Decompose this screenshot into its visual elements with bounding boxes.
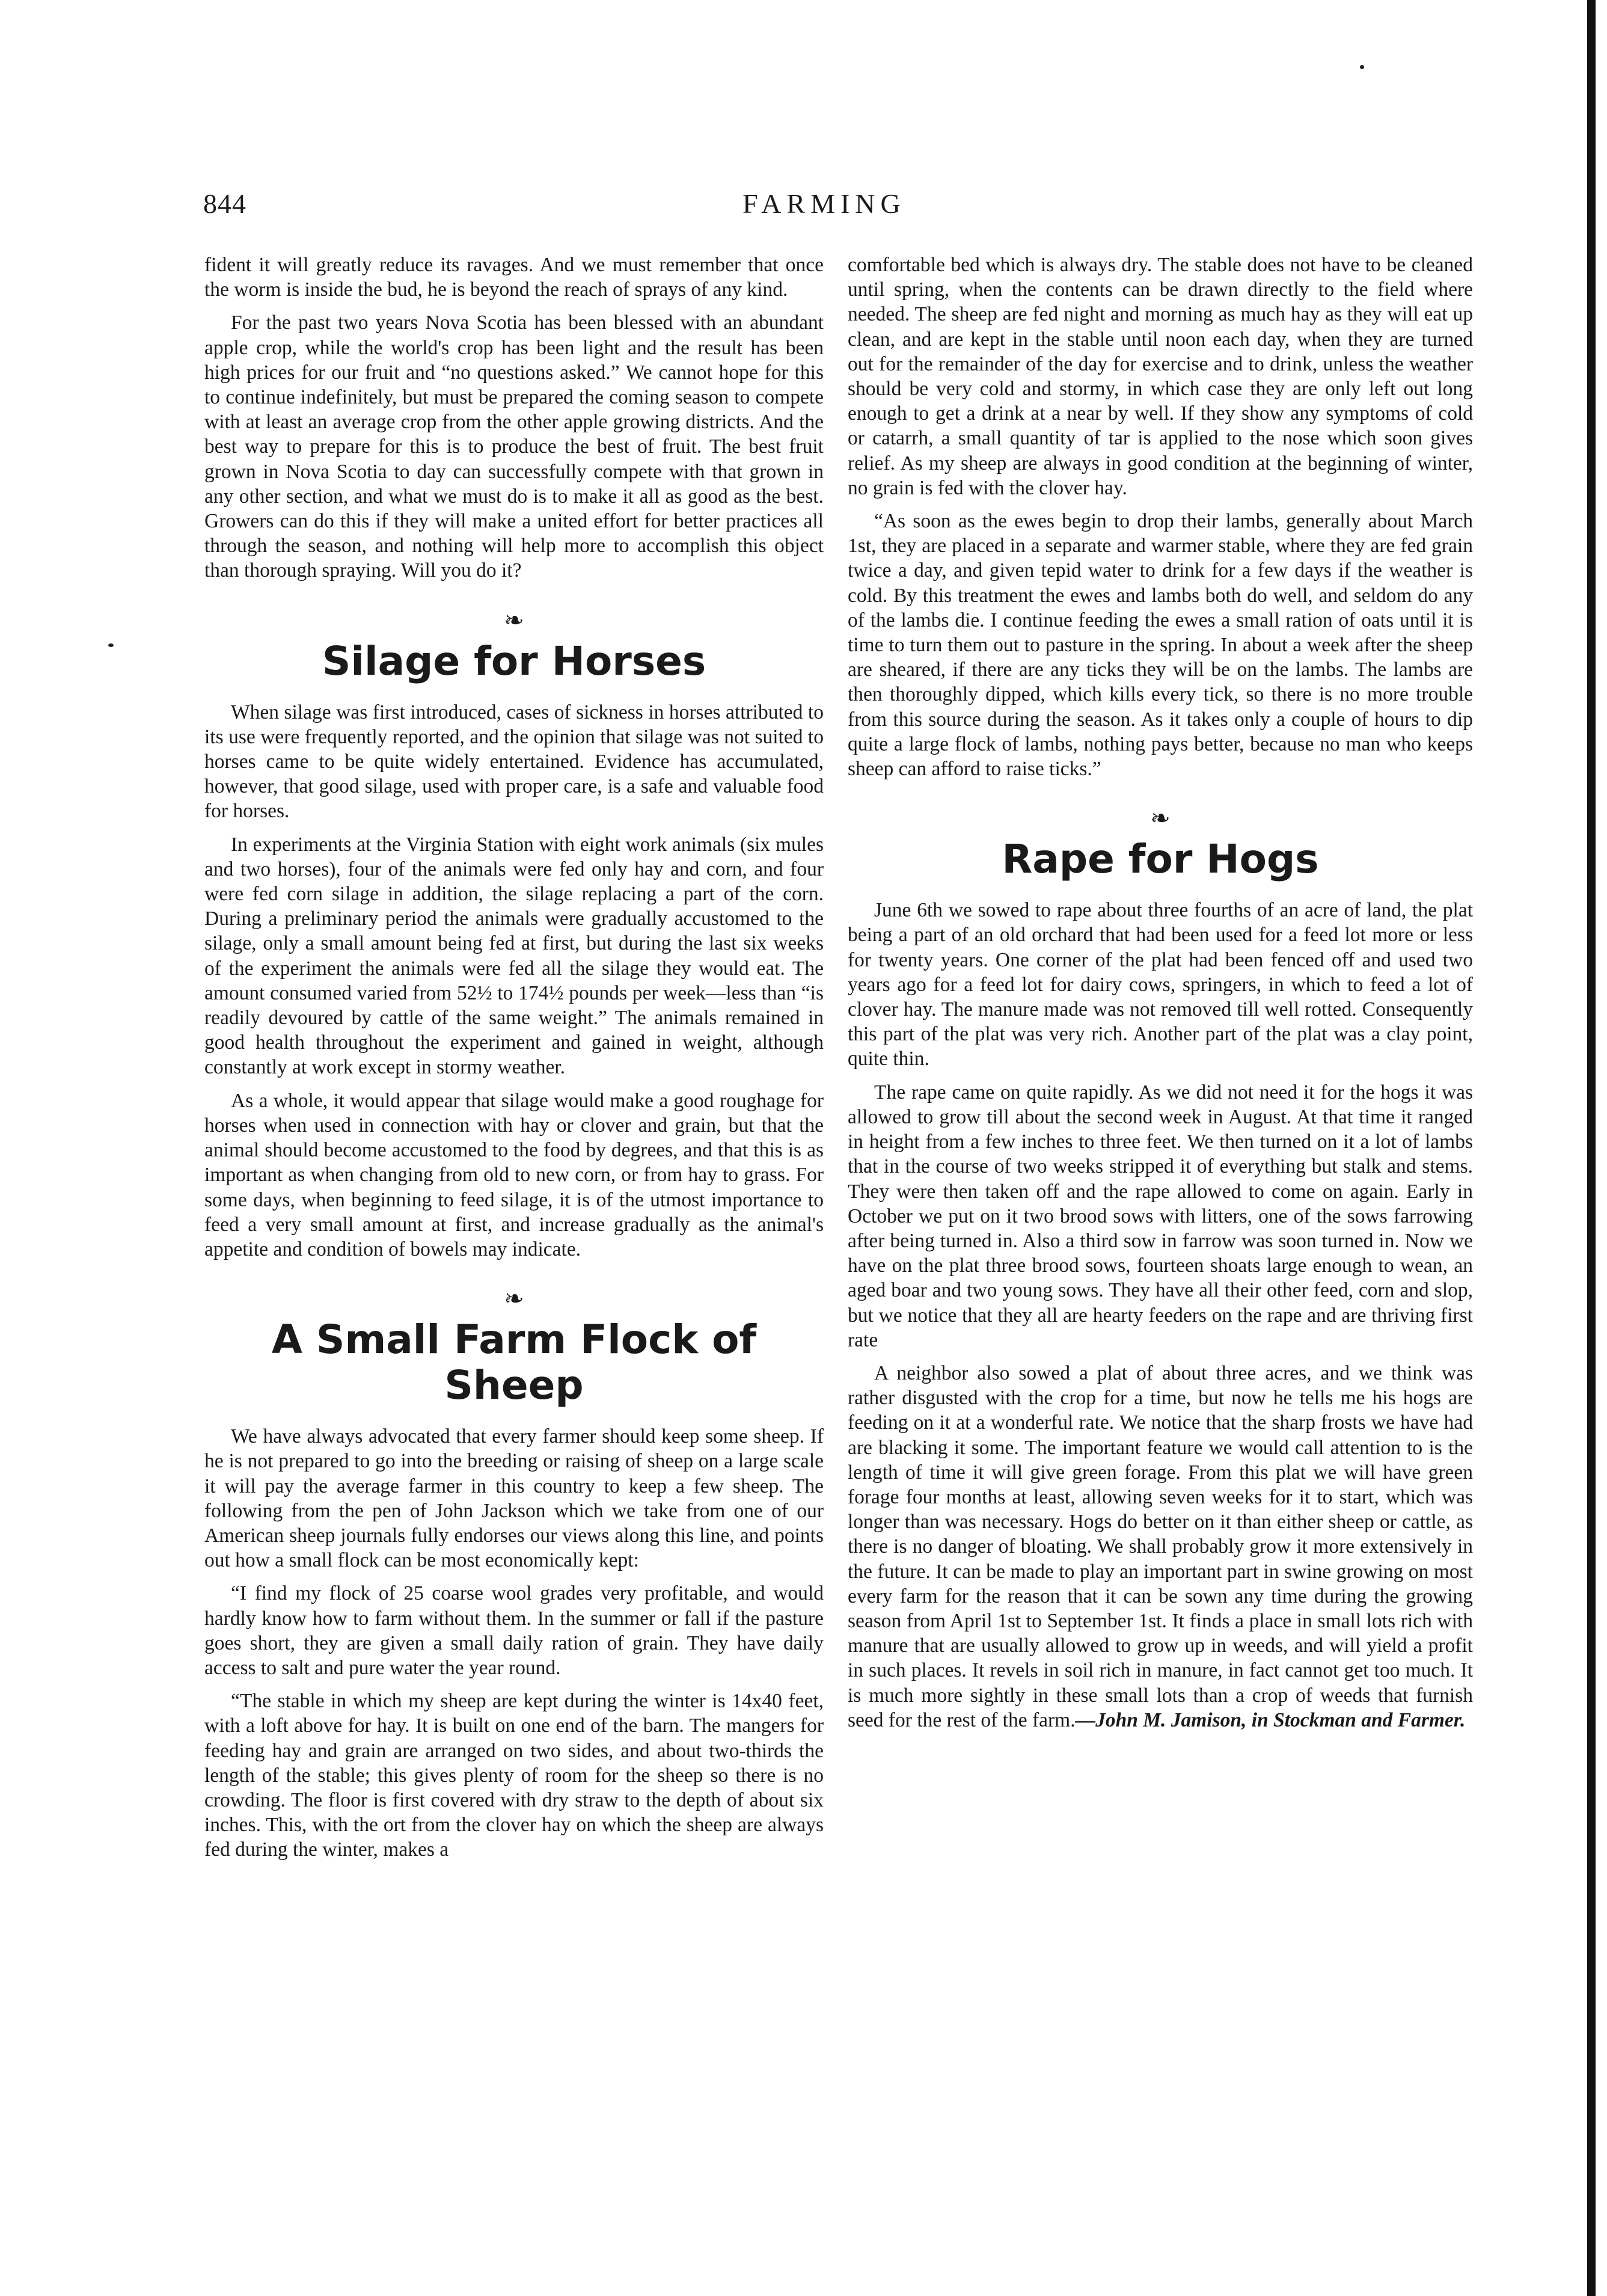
rape-paragraph-2: The rape came on quite rapidly. As we did not need it for the hogs it was allowed to grow till about the second week in August. At that time it ranged in height from a few inches to three feet. We then turned on it a lot of lambs that in the course of two weeks stripped it of everything but stalk and stems. They were then taken off and the rape allowed to come on again. Early in October we put on it two brood sows with litters, one of the sows farrowing after being turned in. Also a third sow in farrow was soon turned in. Now we have on the plat three brood sows, fourteen shoats large enough to wean, an aged boar and two young sows. They have all their other feed, corn and slop, but we notice that they all are hearty feeders on the rape and are thriving first rate <box>848 1081 1473 1351</box>
ornament-icon: ❧ <box>1150 805 1171 832</box>
silage-heading: Silage for Horses <box>322 637 706 684</box>
sheep-heading: A Small Farm Flock of Sheep <box>271 1316 757 1409</box>
scan-edge-rule <box>1587 0 1596 2296</box>
ornament-icon: ❧ <box>504 1285 524 1313</box>
silage-paragraph-1: When silage was first introduced, cases of sickness in horses attributed to its use were frequently reported, and the opinion that silage was not suited to horses came to be quite widely entertained. Evidence has accumulated, however, that good silage, used with proper care, is a safe and valuable food for horses. <box>204 701 824 823</box>
apple-crop-paragraph: For the past two years Nova Scotia has been blessed with an abundant apple crop, while the world's crop has been light and the result has been high prices for our fruit and “no questions asked.” We cannot hope for this to continue indefinitely, but must be prepared the coming season to compete with at least an average crop from the other apple growing districts. And the best way to prepare for this is to produce the best of fruit. The best fruit grown in Nova Scotia to day can successfully compete with that grown in any other section, and what we must do is to make it all as good as the best. Growers can do this if they will make a united effort for better practices all through the season, and nothing will help more to accomplish this object than thorough spraying. Will you do it? <box>204 312 824 582</box>
scan-speck <box>1360 65 1364 69</box>
ewes-paragraph: “As soon as the ewes begin to drop their lambs, generally about March 1st, they are placed in a separate and warmer stable, where they are fed grain twice a day, and given tepid water to drink for a few days if the weather is cold. By this treatment the ewes and lambs both do well, and seldom do any of the lambs die. I continue feeding the ewes a small ration of oats until it is time to turn them out to pasture in the spring. In about a week after the sheep are sheared, if there are any ticks they will be on the lambs. The lambs are then thoroughly dipped, which kills every tick, so there is no more trouble from this source during the season. As it takes only a couple of hours to dip quite a large flock of lambs, nothing pays better, because no man who keeps sheep can afford to raise ticks.” <box>848 510 1473 781</box>
sheep-continuation-paragraph: comfortable bed which is always dry. The stable does not have to be cleaned until spring, when the contents can be drawn directly to the field where needed. The sheep are fed night and morning as much hay as they will eat up clean, and are kept in the stable until noon each day, when they are turned out for the remainder of the day for exercise and to drink, unless the weather should be very cold and stormy, in which case they are only left out long enough to get a drink at a near by well. If they show any symptoms of cold or catarrh, a small quantity of tar is applied to the nose which soon gives relief. As my sheep are always in good condition at the beginning of winter, no grain is fed with the clover hay. <box>848 254 1473 499</box>
sheep-paragraph-2: “I find my flock of 25 coarse wool grades very profitable, and would hardly know how to farm without them. In the summer or fall if the pasture goes short, they are given a small daily ration of grain. They have daily access to salt and pure water the year round. <box>204 1582 824 1679</box>
rape-heading: Rape for Hogs <box>1002 836 1319 883</box>
right-column <box>848 253 1473 1741</box>
article-continuation-paragraph: fident it will greatly reduce its ravages. And we must remember that once the worm is inside the bud, he is beyond the reach of sprays of any kind. <box>204 254 824 301</box>
sheep-paragraph-1: We have always advocated that every farmer should keep some sheep. If he is not prepared to go into the breeding or raising of sheep on a large scale it will pay the average farmer in this country to keep a few sheep. The following from the pen of John Jackson which we take from one of our American sheep journals fully endorses our views along this line, and points out how a small flock can be most economically kept: <box>204 1425 824 1572</box>
silage-paragraph-2: In experiments at the Virginia Station with eight work animals (six mules and two horses), four of the animals were fed only hay and corn, and four were fed corn silage in addition, the silage replacing a part of the corn. During a preliminary period the animals were gradually accustomed to the silage, only a small amount being fed at first, but during the last six weeks of the experiment the animals were fed all the silage they would eat. The amount consumed varied from 52½ to 174½ pounds per week—less than “is readily devoured by cattle of the same weight.” The animals remained in good health throughout the experiment and gained in weight, although constantly at work except in stormy weather. <box>204 833 824 1079</box>
rape-paragraph-1: June 6th we sowed to rape about three fourths of an acre of land, the plat being a part of an old orchard that had been used for a feed lot more or less for twenty years. One corner of the plat had been fenced off and used two years ago for a feed lot for dairy cows, springers, in which to feed a lot of clover hay. The manure made was not removed till well rotted. Consequently this part of the plat was very rich. Another part of the plat was a clay point, quite thin. <box>848 899 1473 1070</box>
page-number: 844 <box>203 188 246 219</box>
article-signature: —John M. Jamison, in Stockman and Farmer. <box>1075 1708 1466 1731</box>
left-column <box>204 253 824 1871</box>
ornament-icon: ❧ <box>504 606 524 634</box>
running-head: FARMING <box>742 188 906 219</box>
scan-speck <box>108 643 114 647</box>
sheep-paragraph-3: “The stable in which my sheep are kept during the winter is 14x40 feet, with a loft above for hay. It is built on one end of the barn. The mangers for feeding hay and grain are arranged on two sides, and about two-thirds the length of the stable; this gives plenty of room for the sheep so there is no crowding. The floor is first covered with dry straw to the depth of about six inches. This, with the ort from the clover hay on which the sheep are always fed during the winter, makes a <box>204 1690 824 1861</box>
rape-paragraph-3 <box>848 1361 1473 1733</box>
rape-paragraph-3-text: A neighbor also sowed a plat of about three acres, and we think was rather disgusted with the crop for a time, but now he tells me his hogs are feeding on it at a wonderful rate. We notice that the sharp frosts we have had are blacking it some. The important feature we would call attention to is the length of time it will give green forage. From this plat we will have green forage four months at least, allowing seven weeks for it to start, which was longer than was necessary. Hogs do better on it than either sheep or cattle, as there is no danger of bloating. We shall probably grow it more extensively in the future. It can be made to play an important part in swine growing on most every farm for the reason that it can be sown any time during the growing season from April 1st to September 1st. It finds a place in small lots rich with manure that are usually allowed to grow up in weeds, and will yield a profit in such places. It revels in soil rich in manure, in fact cannot get too much. It is much more sightly in these small lots than a crop of weeds that furnish seed for the rest of the farm. <box>848 1361 1473 1731</box>
silage-paragraph-3: As a whole, it would appear that silage would make a good roughage for horses when used in connection with hay or clover and grain, but that the animal should become accustomed to the food by degrees, and that this is as important as when changing from old to new corn, or from hay to grass. For some days, when beginning to feed silage, it is of the utmost importance to feed a very small amount at first, and increase gradually as the animal's appetite and condition of bowels may indicate. <box>204 1089 824 1260</box>
